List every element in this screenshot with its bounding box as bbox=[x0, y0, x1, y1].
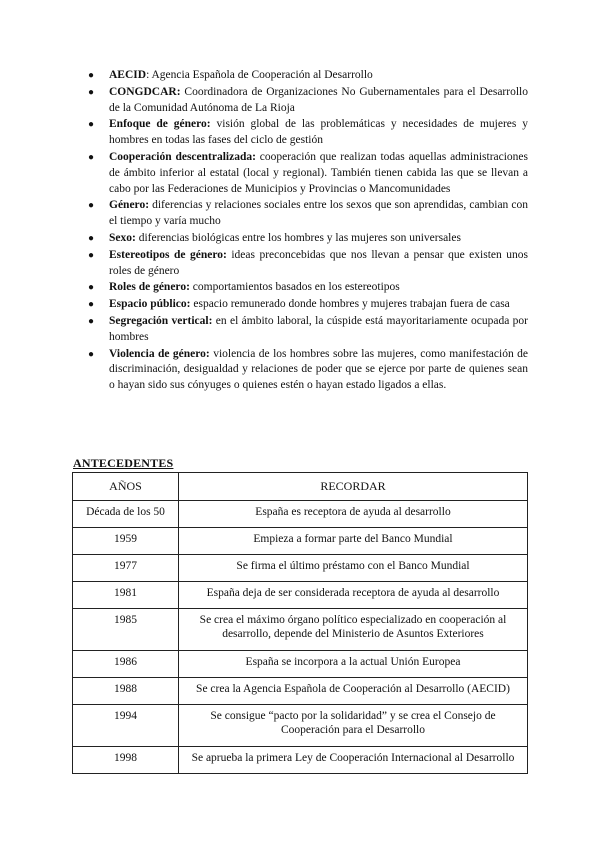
event-cell: Se firma el último préstamo con el Banco Mundial bbox=[179, 555, 528, 582]
event-cell: Se crea el máximo órgano político especializado en cooperación al desarrollo, depende del Ministerio de Asuntos Exteriores bbox=[179, 609, 528, 651]
antecedentes-table bbox=[72, 472, 528, 774]
section-heading-antecedentes: ANTECEDENTES bbox=[73, 456, 174, 470]
glossary-item bbox=[84, 314, 528, 346]
glossary-term: AECID bbox=[109, 69, 147, 81]
table-row bbox=[73, 705, 528, 747]
glossary-definition: espacio remunerado donde hombres y mujeres trabajan fuera de casa bbox=[190, 298, 510, 311]
glossary-definition: Coordinadora de Organizaciones No Gubernamentales para el Desarrollo de la Comunidad Autónoma de La Rioja bbox=[109, 85, 528, 114]
bullet-icon: ● bbox=[88, 299, 95, 311]
glossary-definition: violencia de los hombres sobre las mujeres, como manifestación de discriminación, desigualdad y relaciones de poder que se ejerce por parte de quienes sean o hayan sido sus cónyuges o quienes estén o hayan estado ligados a ellas. bbox=[109, 347, 528, 392]
glossary-item bbox=[84, 68, 528, 84]
year-cell: 1994 bbox=[73, 705, 179, 747]
glossary-item bbox=[84, 198, 528, 230]
column-header-remember: RECORDAR bbox=[179, 473, 528, 501]
event-cell: Empieza a formar parte del Banco Mundial bbox=[179, 528, 528, 555]
bullet-icon: ● bbox=[88, 282, 95, 294]
glossary-term: Segregación vertical: bbox=[109, 314, 213, 327]
event-cell: España deja de ser considerada receptora de ayuda al desarrollo bbox=[179, 582, 528, 609]
glossary-item bbox=[84, 297, 528, 313]
bullet-icon: ● bbox=[88, 249, 95, 261]
year-cell: 1985 bbox=[73, 609, 179, 651]
glossary-item bbox=[84, 280, 528, 296]
glossary-term: Enfoque de género: bbox=[109, 118, 211, 131]
glossary-term: Cooperación descentralizada: bbox=[109, 150, 256, 163]
glossary-definition: ideas preconcebidas que nos llevan a pensar que existen unos roles de género bbox=[109, 248, 528, 277]
glossary-item bbox=[84, 248, 528, 280]
bullet-icon: ● bbox=[88, 151, 95, 163]
table-row bbox=[73, 501, 528, 528]
table-row bbox=[73, 528, 528, 555]
year-cell: 1988 bbox=[73, 678, 179, 705]
year-cell: Década de los 50 bbox=[73, 501, 179, 528]
glossary-item bbox=[84, 347, 528, 394]
glossary-term: Sexo: bbox=[109, 231, 136, 244]
glossary-term: Roles de género: bbox=[109, 281, 190, 294]
glossary-item bbox=[84, 231, 528, 247]
table-row bbox=[73, 582, 528, 609]
glossary-definition: en el ámbito laboral, la cúspide está mayoritariamente ocupada por hombres bbox=[109, 314, 528, 343]
glossary-list bbox=[84, 68, 528, 395]
bullet-icon: ● bbox=[88, 315, 95, 327]
glossary-term: Género: bbox=[109, 199, 150, 212]
bullet-icon: ● bbox=[88, 348, 95, 360]
table-row bbox=[73, 555, 528, 582]
event-cell: Se crea la Agencia Española de Cooperación al Desarrollo (AECID) bbox=[179, 678, 528, 705]
year-cell: 1977 bbox=[73, 555, 179, 582]
table-row bbox=[73, 747, 528, 774]
year-cell: 1981 bbox=[73, 582, 179, 609]
glossary-definition: cooperación que realizan todas aquellas administraciones de ámbito inferior al estatal (local y regional). También tienen cabida las que se llevan a cabo por las Federaciones de Municipios y Provincias o Mancomunidades bbox=[109, 150, 529, 195]
glossary-definition: : Agencia Española de Cooperación al Desarrollo bbox=[146, 69, 373, 81]
bullet-icon: ● bbox=[88, 119, 95, 131]
event-cell: Se aprueba la primera Ley de Cooperación Internacional al Desarrollo bbox=[179, 747, 528, 774]
bullet-icon: ● bbox=[88, 70, 95, 81]
table-header-row bbox=[73, 473, 528, 501]
glossary-term: Estereotipos de género: bbox=[109, 248, 227, 261]
year-cell: 1986 bbox=[73, 651, 179, 678]
bullet-icon: ● bbox=[88, 200, 95, 212]
column-header-years: AÑOS bbox=[73, 473, 179, 501]
year-cell: 1998 bbox=[73, 747, 179, 774]
bullet-icon: ● bbox=[88, 86, 95, 98]
glossary-item bbox=[84, 150, 528, 197]
year-cell: 1959 bbox=[73, 528, 179, 555]
table-row bbox=[73, 678, 528, 705]
glossary-term: Espacio público: bbox=[109, 298, 191, 311]
event-cell: Se consigue “pacto por la solidaridad” y se crea el Consejo de Cooperación para el Desarrollo bbox=[179, 705, 528, 747]
glossary-term: CONGDCAR: bbox=[109, 85, 181, 98]
table-row bbox=[73, 609, 528, 651]
glossary-definition: diferencias biológicas entre los hombres y las mujeres son universales bbox=[135, 231, 461, 244]
bullet-icon: ● bbox=[88, 232, 95, 244]
glossary-item bbox=[84, 117, 528, 149]
glossary-definition: visión global de las problemáticas y necesidades de mujeres y hombres en todas las fases del ciclo de gestión bbox=[109, 118, 529, 147]
event-cell: España se incorpora a la actual Unión Europea bbox=[179, 651, 528, 678]
glossary-term: Violencia de género: bbox=[109, 347, 210, 360]
glossary-item bbox=[84, 85, 528, 117]
glossary-definition: comportamientos basados en los estereotipos bbox=[189, 281, 400, 294]
glossary-definition: diferencias y relaciones sociales entre los sexos que son aprendidas, cambian con el tiempo y varía mucho bbox=[109, 199, 528, 228]
table-row bbox=[73, 651, 528, 678]
event-cell: España es receptora de ayuda al desarrollo bbox=[179, 501, 528, 528]
